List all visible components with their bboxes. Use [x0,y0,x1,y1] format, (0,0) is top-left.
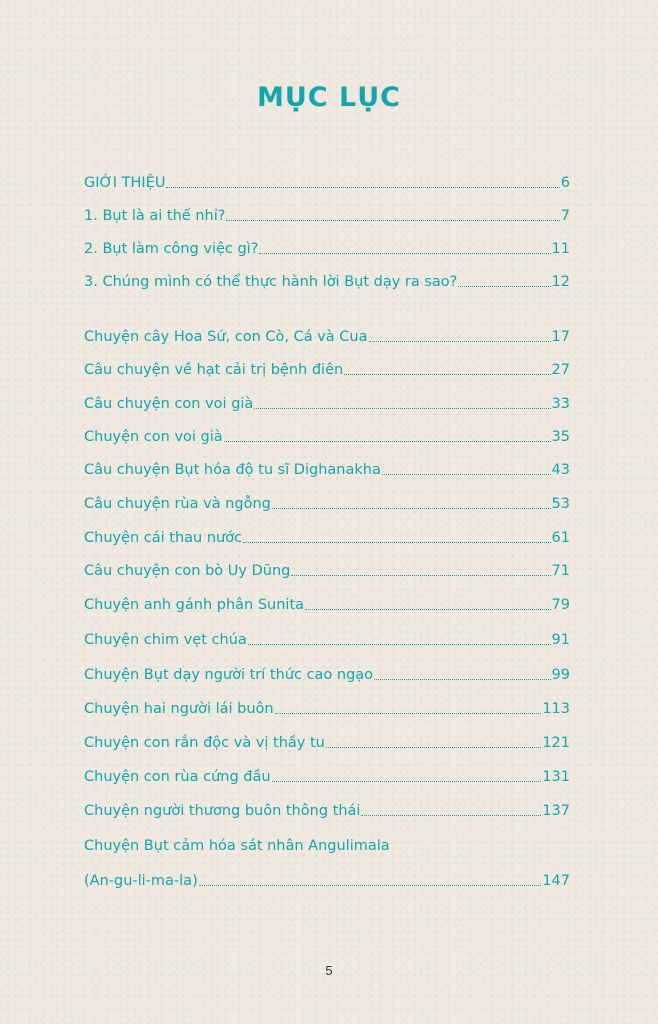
toc-entry-page: 61 [551,530,570,546]
dot-leader [166,187,559,188]
dot-leader [361,815,541,816]
dot-leader [272,781,542,782]
toc-entry [84,831,570,855]
toc-entry-page: 33 [551,396,570,412]
dot-leader [224,441,551,442]
toc-entry-page: 43 [551,462,570,478]
toc-entry [84,389,570,413]
dot-leader [305,609,551,610]
toc-entry [84,455,570,479]
toc-entry-title: 2. Bụt làm công việc gì? [84,241,259,257]
toc-entry-title: Câu chuyện Bụt hóa độ tu sĩ Dighanakha [84,462,381,478]
toc-entry-title: Chuyện con rùa cứng đầu [84,769,271,785]
toc-entry-page: 131 [542,769,570,785]
toc-entry-title: Chuyện Bụt dạy người trí thức cao ngạo [84,667,374,683]
toc-entry-title: Câu chuyện con bò Uy Dũng [84,563,291,579]
toc-entry [84,694,570,718]
toc-entry-title: Chuyện con voi già [84,429,223,445]
toc-entry [84,322,570,346]
toc-entry-page: 113 [542,701,570,717]
toc-entry-title: Chuyện hai người lái buôn [84,701,274,717]
dot-leader [326,747,541,748]
page-title: MỤC LỤC [257,82,401,113]
toc-entry-page: 91 [551,632,570,648]
toc-entry-title: 3. Chúng mình có thể thực hành lời Bụt dạy ra sao? [84,274,458,290]
dot-leader [291,575,550,576]
toc-entry-page: 17 [551,329,570,345]
toc-entry-title: Chuyện anh gánh phân Sunita [84,597,305,613]
toc-entry [84,489,570,513]
toc-entry-title: Chuyện cây Hoa Sứ, con Cò, Cá và Cua [84,329,368,345]
toc-entry [84,796,570,820]
dot-leader [369,341,551,342]
dot-leader [199,885,542,886]
dot-leader [226,220,559,221]
toc-entry-title: (An-gu-li-ma-la) [84,873,198,889]
toc-entry-page: 79 [551,597,570,613]
toc-entry [84,422,570,446]
toc-entry [84,201,570,225]
dot-leader [259,253,550,254]
toc-entry-page: 137 [542,803,570,819]
dot-leader [243,542,550,543]
toc-entry-title: Câu chuyện rùa và ngỗng [84,496,271,512]
toc-entry-title: Câu chuyện về hạt cải trị bệnh điên [84,362,344,378]
toc-entry-page: 121 [542,735,570,751]
dot-leader [254,408,550,409]
toc-entry [84,168,570,192]
toc-entry-title: Câu chuyện con voi già [84,396,254,412]
toc-entry-title: Chuyện Bụt cảm hóa sát nhân Angulimala [84,838,390,854]
toc-entry [84,590,570,614]
dot-leader [248,644,551,645]
toc-entry [84,660,570,684]
toc-entry [84,866,570,890]
toc-entry-page: 6 [560,175,570,191]
toc-entry-title: 1. Bụt là ai thế nhỉ? [84,208,226,224]
dot-leader [374,679,551,680]
toc-entry-page: 53 [551,496,570,512]
toc-entry-title: GIỚI THIỆU [84,175,166,191]
toc-entry [84,556,570,580]
toc-entry [84,762,570,786]
toc-entry [84,355,570,379]
toc-entry-title: Chuyện chim vẹt chúa [84,632,247,648]
toc-entry-page: 12 [551,274,570,290]
toc-entry-title: Chuyện cái thau nước [84,530,243,546]
dot-leader [275,713,542,714]
dot-leader [344,374,550,375]
toc-entry [84,625,570,649]
toc-entry-page: 27 [551,362,570,378]
toc-entry [84,728,570,752]
dot-leader [458,286,550,287]
dot-leader [272,508,551,509]
toc-entry-page: 11 [551,241,570,257]
toc-entry-page: 147 [542,873,570,889]
toc-entry-page: 99 [551,667,570,683]
toc-entry [84,523,570,547]
dot-leader [382,474,551,475]
toc-entry-page: 7 [560,208,570,224]
page-number: 5 [325,963,333,978]
toc-entry [84,267,570,291]
toc-entry-page: 35 [551,429,570,445]
toc-entry-page: 71 [551,563,570,579]
toc-entry-title: Chuyện người thương buôn thông thái [84,803,361,819]
toc-entry-title: Chuyện con rắn độc và vị thầy tu [84,735,325,751]
toc-entry [84,234,570,258]
